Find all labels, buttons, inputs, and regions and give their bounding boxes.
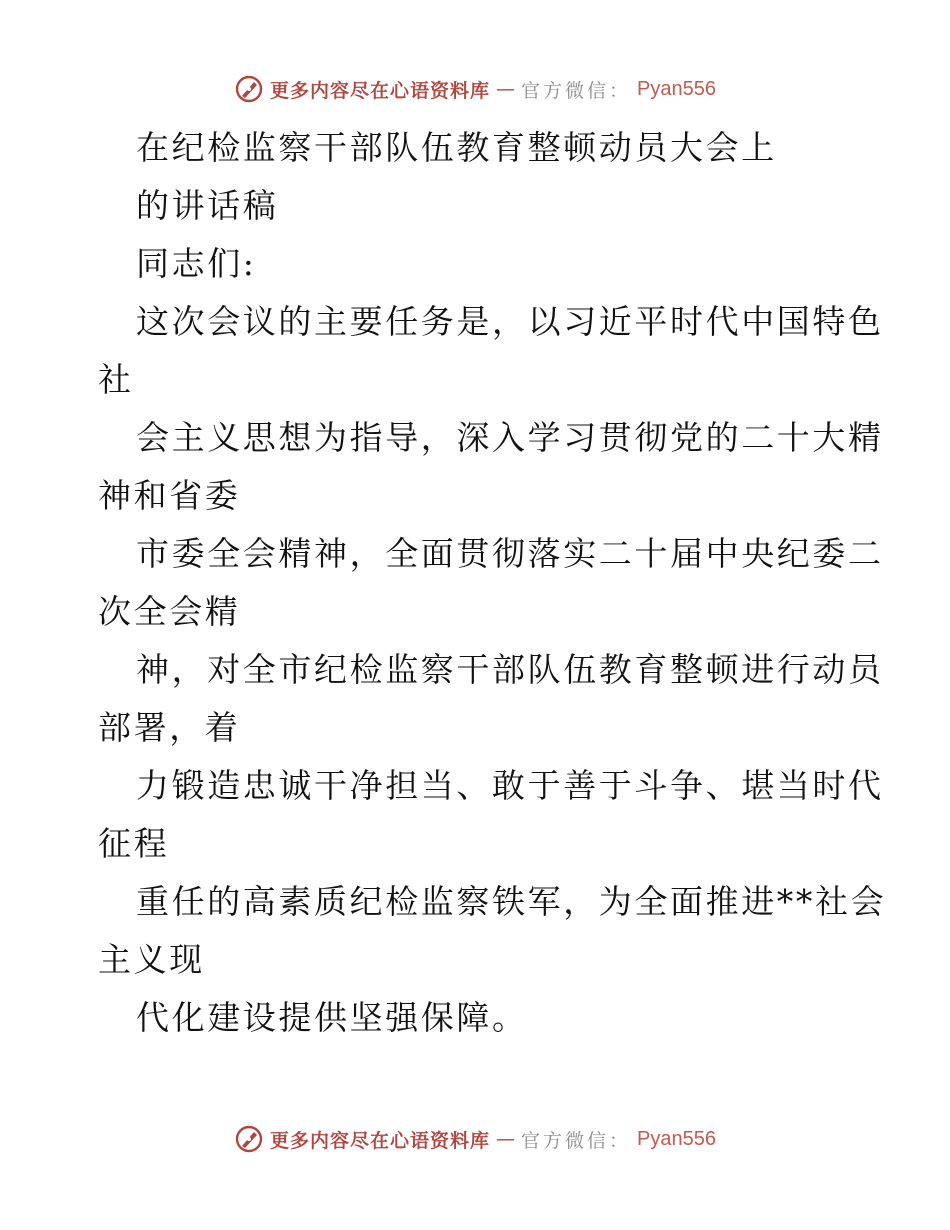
watermark-wechat-label: 官方微信： [521,1129,632,1152]
body-line: 力锻造忠诚干净担当、敢于善于斗争、堪当时代 [136,766,884,805]
body-line: 部署，着 [98,708,241,747]
watermark-wechat-id: Pyan556 [637,77,716,100]
body-line: 主义现 [98,940,205,979]
watermark-brand: 更多内容尽在心语资料库 [270,79,491,102]
body-line: 代化建设提供坚强保障。 [136,998,528,1037]
body-line: 重任的高素质纪检监察铁军，为全面推进**社会 [136,882,887,921]
body-line: 神和省委 [98,476,241,515]
body-line: 神，对全市纪检监察干部队伍教育整顿进行动员 [136,650,884,689]
title-line-1: 在纪检监察干部队伍教育整顿动员大会上 [136,128,777,167]
body-line: 这次会议的主要任务是，以习近平时代中国特色 [136,302,884,341]
body-line: 征程 [98,824,170,863]
watermark-wechat-label: 官方微信： [521,79,632,102]
watermark-brand: 更多内容尽在心语资料库 [270,1129,491,1152]
body-line: 次全会精 [98,592,241,631]
body-line: 社 [98,360,134,399]
speech-text [98,122,887,1050]
footer-watermark [0,1124,950,1154]
title-line-2: 的讲话稿 [136,186,279,225]
salutation: 同志们: [136,244,257,283]
watermark-dash: — [496,1128,516,1150]
body-line: 会主义思想为指导，深入学习贯彻党的二十大精 [136,418,884,457]
watermark-wechat-id: Pyan556 [637,1127,716,1150]
pen-logo-icon [234,1124,264,1154]
watermark-dash: — [496,78,516,100]
body-line: 市委全会精神，全面贯彻落实二十届中央纪委二 [136,534,884,573]
header-watermark [0,74,950,104]
pen-logo-icon [234,74,264,104]
